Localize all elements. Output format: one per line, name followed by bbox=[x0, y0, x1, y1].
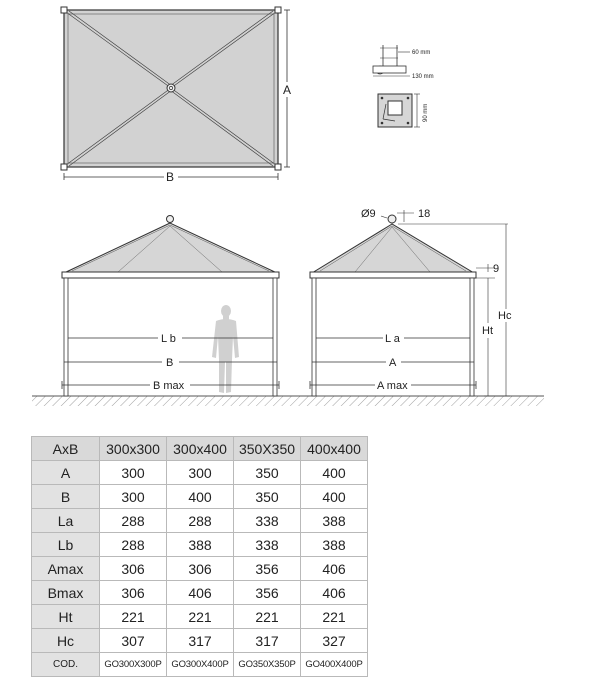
table-row bbox=[32, 605, 368, 629]
table-cell: 350 bbox=[234, 485, 301, 509]
side-dim-la: L a bbox=[385, 333, 400, 345]
front-dim-lb: L b bbox=[161, 333, 176, 345]
table-row bbox=[32, 533, 368, 557]
dim-9-label: 9 bbox=[493, 263, 500, 275]
table-cell: 300 bbox=[100, 485, 167, 509]
ground bbox=[32, 396, 544, 406]
row-label: Lb bbox=[32, 533, 100, 557]
side-width-dims bbox=[310, 333, 476, 392]
product-code: GO350X350P bbox=[234, 653, 301, 677]
row-label: A bbox=[32, 461, 100, 485]
front-dim-b: B bbox=[166, 357, 174, 369]
person-silhouette bbox=[212, 305, 239, 393]
side-finial bbox=[388, 215, 396, 223]
detail-base-90: 90 mm bbox=[423, 103, 429, 122]
product-code: GO300X300P bbox=[100, 653, 167, 677]
table-header-row bbox=[32, 437, 368, 461]
table-cell: 317 bbox=[167, 629, 234, 653]
table-cell: 327 bbox=[301, 629, 368, 653]
dim-18-label: 18 bbox=[418, 208, 431, 220]
side-dim-amax: A max bbox=[377, 380, 408, 392]
table-cell: 300 bbox=[167, 461, 234, 485]
product-code: GO400X400P bbox=[301, 653, 368, 677]
plan-dim-b-label: B bbox=[166, 170, 175, 184]
table-header-cell: 300x300 bbox=[100, 437, 167, 461]
table-header-cell: AxB bbox=[32, 437, 100, 461]
product-code: GO300X400P bbox=[167, 653, 234, 677]
front-post-left bbox=[64, 278, 68, 396]
spec-table bbox=[31, 436, 368, 677]
dim-ht-label: Ht bbox=[482, 325, 493, 337]
plan-dim-a-label: A bbox=[283, 83, 292, 97]
table-cell: 400 bbox=[301, 461, 368, 485]
table-cell: 221 bbox=[301, 605, 368, 629]
table-cell: 288 bbox=[167, 509, 234, 533]
row-label: B bbox=[32, 485, 100, 509]
table-cell: 388 bbox=[167, 533, 234, 557]
table-cell: 406 bbox=[301, 581, 368, 605]
table-row bbox=[32, 557, 368, 581]
side-post-left bbox=[312, 278, 316, 396]
table-row bbox=[32, 509, 368, 533]
foot-detail-side bbox=[373, 45, 434, 80]
diameter-9-label: Ø9 bbox=[361, 208, 376, 220]
detail-width-60: 60 mm bbox=[412, 50, 431, 56]
table-cell: 307 bbox=[100, 629, 167, 653]
table-header-cell: 300x400 bbox=[167, 437, 234, 461]
plan-post bbox=[275, 164, 281, 170]
table-cell: 288 bbox=[100, 533, 167, 557]
table-cell: 221 bbox=[234, 605, 301, 629]
table-cell: 406 bbox=[167, 581, 234, 605]
side-dim-a: A bbox=[389, 357, 397, 369]
plan-view bbox=[61, 7, 291, 184]
row-label: COD. bbox=[32, 653, 100, 677]
table-cell: 400 bbox=[301, 485, 368, 509]
row-label: Bmax bbox=[32, 581, 100, 605]
front-roof bbox=[64, 223, 277, 273]
plan-post bbox=[61, 164, 67, 170]
table-cell: 221 bbox=[167, 605, 234, 629]
table-cell: 221 bbox=[100, 605, 167, 629]
front-width-dims bbox=[62, 333, 279, 392]
side-post-right bbox=[470, 278, 474, 396]
table-row bbox=[32, 581, 368, 605]
table-row bbox=[32, 461, 368, 485]
dim-hc-label: Hc bbox=[498, 310, 512, 322]
table-cell: 338 bbox=[234, 509, 301, 533]
table-row-codes bbox=[32, 653, 368, 677]
row-label: La bbox=[32, 509, 100, 533]
row-label: Ht bbox=[32, 605, 100, 629]
side-roof bbox=[312, 224, 474, 273]
table-cell: 406 bbox=[301, 557, 368, 581]
foot-detail-top bbox=[378, 94, 429, 127]
table-cell: 288 bbox=[100, 509, 167, 533]
detail-width-130: 130 mm bbox=[412, 74, 434, 80]
table-cell: 388 bbox=[301, 509, 368, 533]
table-cell: 306 bbox=[100, 581, 167, 605]
table-cell: 317 bbox=[234, 629, 301, 653]
row-label: Amax bbox=[32, 557, 100, 581]
table-header-cell: 350X350 bbox=[234, 437, 301, 461]
front-finial bbox=[167, 216, 174, 223]
row-label: Hc bbox=[32, 629, 100, 653]
front-post-right bbox=[273, 278, 277, 396]
table-cell: 306 bbox=[167, 557, 234, 581]
side-elevation bbox=[310, 208, 512, 396]
plan-post bbox=[61, 7, 67, 13]
table-cell: 300 bbox=[100, 461, 167, 485]
table-cell: 356 bbox=[234, 557, 301, 581]
table-header-cell: 400x400 bbox=[301, 437, 368, 461]
front-dim-bmax: B max bbox=[153, 380, 185, 392]
plan-post bbox=[275, 7, 281, 13]
table-cell: 350 bbox=[234, 461, 301, 485]
table-cell: 306 bbox=[100, 557, 167, 581]
table-cell: 388 bbox=[301, 533, 368, 557]
table-cell: 356 bbox=[234, 581, 301, 605]
table-row bbox=[32, 485, 368, 509]
plan-center-finial bbox=[167, 84, 175, 92]
table-cell: 338 bbox=[234, 533, 301, 557]
table-row bbox=[32, 629, 368, 653]
table-cell: 400 bbox=[167, 485, 234, 509]
